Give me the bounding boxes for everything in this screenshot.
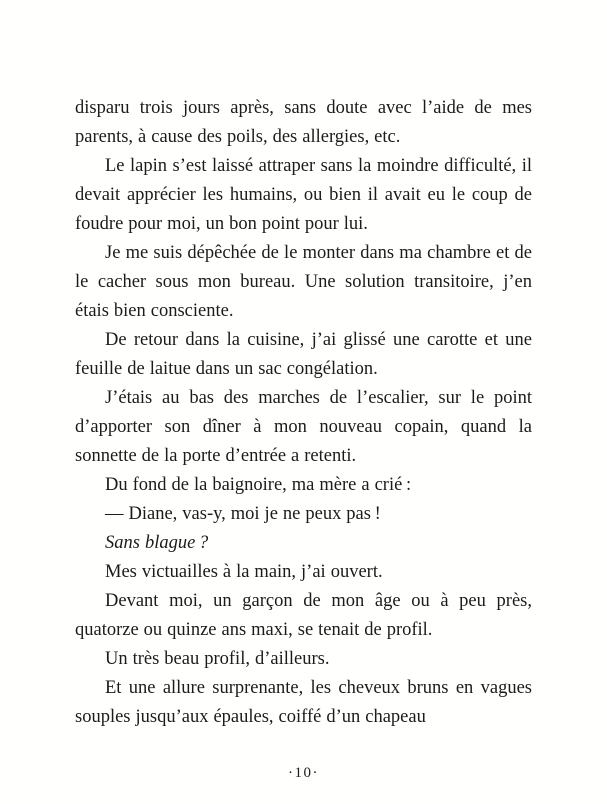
paragraph: Je me suis dépêchée de le monter dans ma chambre et de le cacher sous mon bureau. Une solution transitoire, j’en étais bien consciente. xyxy=(75,243,532,321)
paragraph: disparu trois jours après, sans doute avec l’aide de mes parents, à cause des poils, des allergies, etc. xyxy=(75,98,532,147)
paragraph: Du fond de la baignoire, ma mère a crié : xyxy=(105,475,412,495)
paragraph: — Diane, vas-y, moi je ne peux pas ! xyxy=(105,504,381,524)
paragraph: Le lapin s’est laissé attraper sans la moindre difficulté, il devait apprécier les humains, ou bien il avait eu le coup de foudre pour moi, un bon point pour lui. xyxy=(75,156,532,234)
page-number: ·10· xyxy=(288,765,319,781)
paragraph: Un très beau profil, d’ailleurs. xyxy=(105,649,330,669)
paragraph: De retour dans la cuisine, j’ai glissé une carotte et une feuille de laitue dans un sac congélation. xyxy=(75,330,532,379)
paragraph: J’étais au bas des marches de l’escalier, sur le point d’apporter son dîner à mon nouveau copain, quand la sonnette de la porte d’entrée a retenti. xyxy=(75,388,532,466)
paragraph: Et une allure surprenante, les cheveux bruns en vagues souples jusqu’aux épaules, coiffé d’un chapeau xyxy=(75,678,532,727)
paragraph: Sans blague ? xyxy=(105,533,209,553)
page-text xyxy=(75,94,532,732)
paragraph: Mes victuailles à la main, j’ai ouvert. xyxy=(105,562,383,582)
paragraph: Devant moi, un garçon de mon âge ou à peu près, quatorze ou quinze ans maxi, se tenait de profil. xyxy=(75,591,532,640)
